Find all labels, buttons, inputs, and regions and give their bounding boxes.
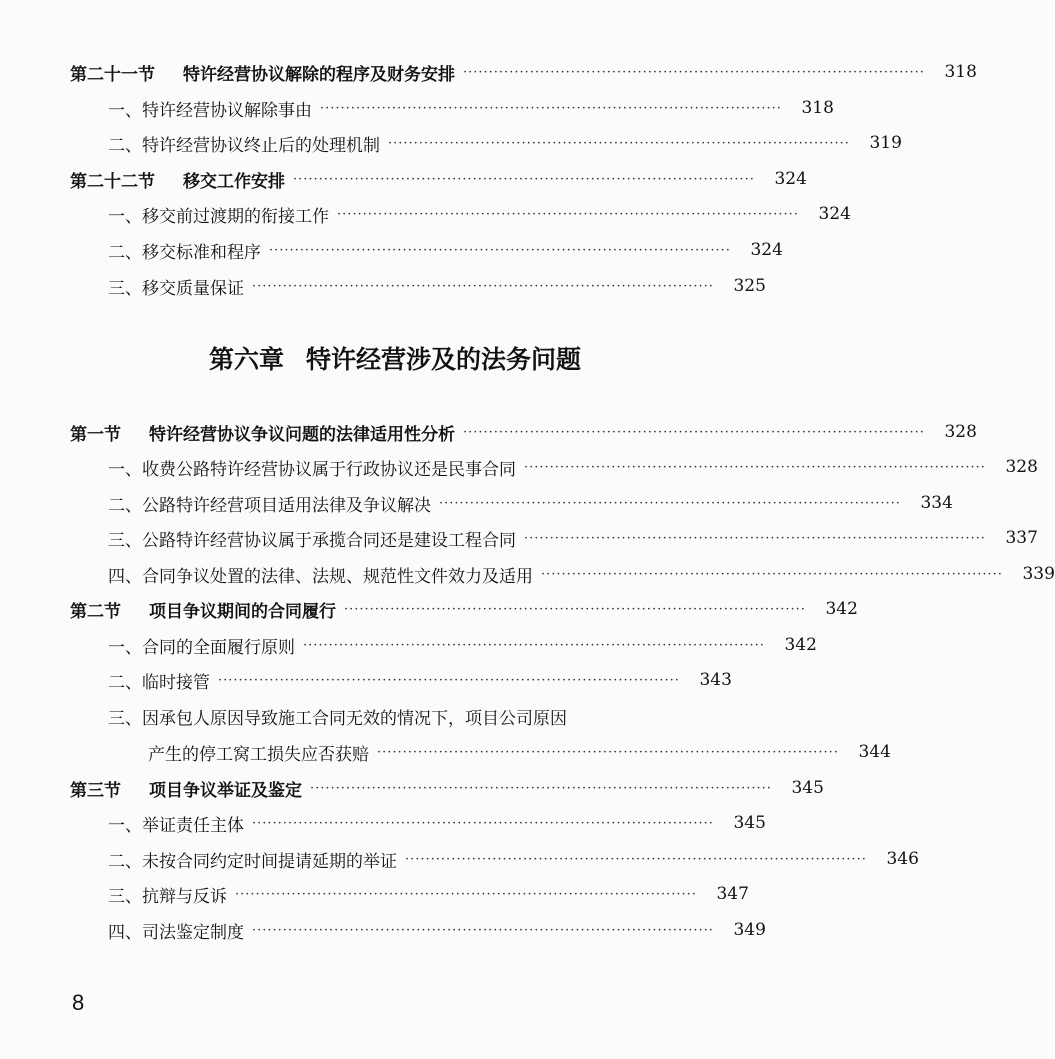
toc-item[interactable] <box>0 270 790 302</box>
page-number: 349 <box>733 920 766 940</box>
toc-item[interactable] <box>0 700 790 732</box>
page-number: 319 <box>869 133 902 153</box>
toc-item[interactable] <box>0 843 919 875</box>
item-title: 二、未按合同约定时间提请延期的举证 <box>108 851 397 872</box>
item-title: 三、移交质量保证 <box>108 278 244 299</box>
item-title: 二、公路特许经营项目适用法律及争议解决 <box>108 495 431 516</box>
section-number: 第二十一节 <box>70 64 155 85</box>
section-number: 第二节 <box>70 601 121 622</box>
dot-leader: ·························································································· <box>439 495 901 511</box>
dot-leader: ·························································································· <box>541 566 1003 582</box>
item-title: 一、合同的全面履行原则 <box>108 637 295 658</box>
page-number: 324 <box>774 169 807 189</box>
toc-item[interactable] <box>0 914 790 946</box>
toc-section[interactable] <box>0 772 824 804</box>
item-title: 四、司法鉴定制度 <box>108 922 244 943</box>
toc-item[interactable] <box>0 451 1038 483</box>
dot-leader: ·························································································· <box>303 637 765 653</box>
item-title: 产生的停工窝工损失应否获赔 <box>148 744 369 765</box>
section-title: 项目争议举证及鉴定 <box>149 780 302 801</box>
toc-item[interactable] <box>0 629 817 661</box>
toc-item[interactable] <box>0 878 790 910</box>
dot-leader: ·························································································· <box>320 100 782 116</box>
dot-leader: ·························································································· <box>524 530 986 546</box>
item-title: 一、移交前过渡期的衔接工作 <box>108 206 329 227</box>
toc-item[interactable] <box>0 487 953 519</box>
page-number: 346 <box>886 849 919 869</box>
page-number: 328 <box>944 422 977 442</box>
dot-leader: ·························································································· <box>252 922 714 938</box>
page-number: 342 <box>784 635 817 655</box>
dot-leader: ·························································································· <box>218 672 680 688</box>
item-title: 三、公路特许经营协议属于承揽合同还是建设工程合同 <box>108 530 516 551</box>
page-number: 337 <box>1005 528 1038 548</box>
chapter-number: 第六章 <box>208 345 284 374</box>
dot-leader: ·························································································· <box>269 242 731 258</box>
page-number: 345 <box>733 813 766 833</box>
dot-leader: ·························································································· <box>310 780 772 796</box>
toc-section[interactable] <box>0 56 977 88</box>
page-number: 325 <box>733 276 766 296</box>
item-title: 一、举证责任主体 <box>108 815 244 836</box>
page-number: 324 <box>750 240 783 260</box>
item-title: 四、合同争议处置的法律、法规、规范性文件效力及适用 <box>108 566 533 587</box>
dot-leader: ·························································································· <box>463 424 925 440</box>
page-folio: 8 <box>72 990 85 1015</box>
page-number: 334 <box>920 493 953 513</box>
page-number: 339 <box>1022 564 1055 584</box>
page-number: 328 <box>1005 457 1038 477</box>
section-number: 第二十二节 <box>70 171 155 192</box>
toc-item[interactable] <box>0 198 851 230</box>
toc-item-continued[interactable] <box>0 736 891 768</box>
dot-leader: ·························································································· <box>252 815 714 831</box>
dot-leader: ·························································································· <box>405 851 867 867</box>
toc-section[interactable] <box>0 593 858 625</box>
item-title: 一、收费公路特许经营协议属于行政协议还是民事合同 <box>108 459 516 480</box>
item-title: 二、特许经营协议终止后的处理机制 <box>108 135 380 156</box>
dot-leader: ·························································································· <box>337 206 799 222</box>
toc-item[interactable] <box>0 664 790 696</box>
dot-leader: ·························································································· <box>293 171 755 187</box>
dot-leader: ·························································································· <box>463 64 925 80</box>
toc-item[interactable] <box>0 234 790 266</box>
chapter-heading <box>0 340 790 376</box>
dot-leader: ·························································································· <box>388 135 850 151</box>
item-title: 二、移交标准和程序 <box>108 242 261 263</box>
section-title: 特许经营协议解除的程序及财务安排 <box>183 64 455 85</box>
toc-item[interactable] <box>0 558 1055 590</box>
page-number: 342 <box>825 599 858 619</box>
toc-item[interactable] <box>0 807 790 839</box>
item-title: 三、抗辩与反诉 <box>108 886 227 907</box>
page-number: 318 <box>944 62 977 82</box>
section-title: 项目争议期间的合同履行 <box>149 601 336 622</box>
toc-section[interactable] <box>0 416 977 448</box>
item-title: 一、特许经营协议解除事由 <box>108 100 312 121</box>
page-number: 345 <box>791 778 824 798</box>
item-title: 二、临时接管 <box>108 672 210 693</box>
dot-leader: ·························································································· <box>235 886 697 902</box>
page-number: 344 <box>858 742 891 762</box>
page-number: 324 <box>818 204 851 224</box>
toc-item[interactable] <box>0 92 834 124</box>
toc-item[interactable] <box>0 522 1038 554</box>
dot-leader: ·························································································· <box>344 601 806 617</box>
item-title: 三、因承包人原因导致施工合同无效的情况下，项目公司原因 <box>108 708 567 729</box>
page-number: 343 <box>699 670 732 690</box>
dot-leader: ·························································································· <box>252 278 714 294</box>
section-title: 移交工作安排 <box>183 171 285 192</box>
dot-leader: ·························································································· <box>524 459 986 475</box>
dot-leader: ·························································································· <box>377 744 839 760</box>
toc-item[interactable] <box>0 127 902 159</box>
toc-section[interactable] <box>0 163 807 195</box>
chapter-title: 特许经营涉及的法务问题 <box>306 345 582 374</box>
section-number: 第三节 <box>70 780 121 801</box>
section-title: 特许经营协议争议问题的法律适用性分析 <box>149 424 455 445</box>
page-number: 347 <box>716 884 749 904</box>
page-number: 318 <box>801 98 834 118</box>
section-number: 第一节 <box>70 424 121 445</box>
